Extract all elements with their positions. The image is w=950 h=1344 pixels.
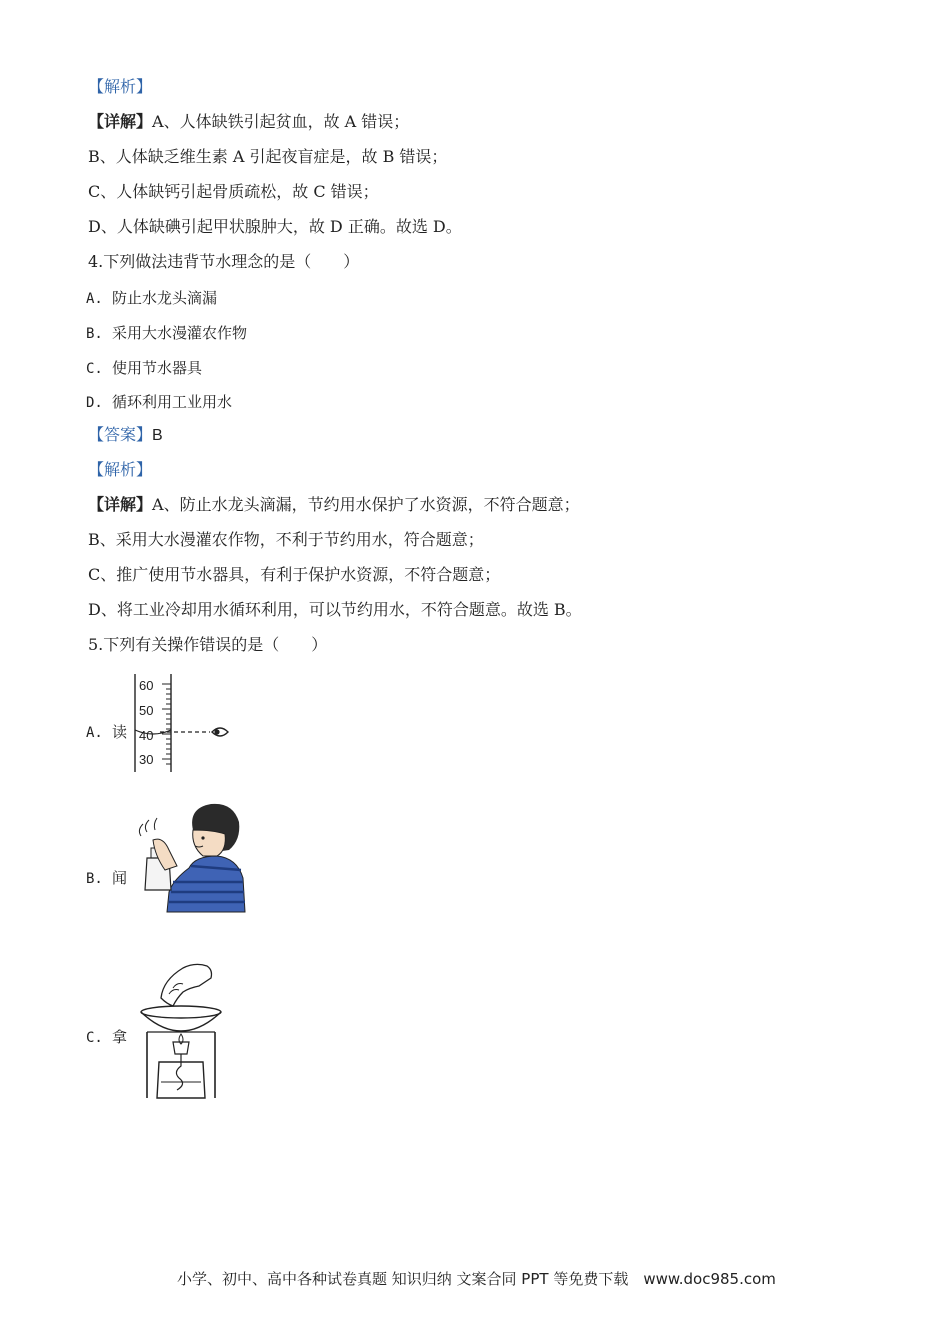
cylinder-tick-label: 60 [139, 678, 154, 693]
q4-detail-a [88, 494, 580, 516]
q5-option-b [86, 867, 127, 888]
option-text: 防止水龙头滴漏 [112, 289, 218, 307]
q4-answer [88, 424, 163, 447]
q4-option-b [86, 322, 247, 343]
option-letter: A. [86, 291, 103, 307]
cylinder-tick-label: 50 [139, 703, 154, 718]
answer-tag: 【答案】 [88, 425, 153, 444]
option-letter: B. [86, 871, 103, 887]
page-footer: 小学、初中、高中各种试卷真题 知识归纳 文案合同 PPT 等免费下载 www.doc985.com [177, 1270, 776, 1288]
option-letter: C. [86, 1030, 103, 1046]
option-text: 使用节水器具 [112, 359, 203, 377]
option-letter: C. [86, 361, 103, 377]
q4-option-c [86, 357, 202, 378]
cylinder-tick-label: 40 [139, 728, 154, 743]
option-text: 采用大水漫灌农作物 [112, 324, 248, 342]
option-letter: D. [86, 395, 103, 411]
eye-icon [212, 728, 228, 736]
option-letter: B. [86, 326, 103, 342]
q4-question: 4.下列做法违背节水理念的是（ ） [88, 252, 360, 271]
answer-value: B [152, 427, 163, 444]
q3-line-c: C、人体缺钙引起骨质疏松，故 C 错误； [88, 182, 379, 201]
q5-option-c [86, 1026, 127, 1047]
q3-line-d: D、人体缺碘引起甲状腺肿大，故 D 正确。故选 D。 [88, 217, 462, 236]
evaporating-dish-figure [133, 958, 233, 1104]
detail-tag: 【详解】 [88, 495, 153, 514]
option-letter: A. [86, 725, 103, 741]
q5-option-a [86, 721, 127, 742]
q3-detail-a-text: A、人体缺铁引起贫血，故 A 错误； [152, 112, 410, 131]
q4-option-d [86, 391, 232, 412]
q3-line-b: B、人体缺乏维生素 A 引起夜盲症是，故 B 错误； [88, 147, 448, 166]
q4-option-a [86, 287, 217, 308]
q4-line-b: B、采用大水漫灌农作物，不利于节约用水，符合题意； [88, 530, 484, 549]
q4-detail-a-text: A、防止水龙头滴漏，节约用水保护了水资源，不符合题意； [152, 495, 580, 514]
graduated-cylinder-figure [130, 672, 240, 774]
smelling-gas-figure [133, 800, 248, 916]
cylinder-tick-label: 30 [139, 752, 154, 767]
detail-tag: 【详解】 [88, 112, 153, 131]
option-text: 闻 [112, 869, 128, 887]
q5-question: 5.下列有关操作错误的是（ ） [88, 635, 328, 654]
option-text: 循环利用工业用水 [112, 393, 233, 411]
q3-detail-a [88, 111, 409, 133]
q4-line-d: D、将工业冷却用水循环利用，可以节约用水，不符合题意。故选 B。 [88, 600, 582, 619]
q4-line-c: C、推广使用节水器具，有利于保护水资源，不符合题意； [88, 565, 501, 584]
option-text: 读 [112, 723, 128, 741]
analysis-tag: 【解析】 [88, 77, 153, 96]
analysis-tag: 【解析】 [88, 460, 153, 479]
option-text: 拿 [112, 1028, 128, 1046]
